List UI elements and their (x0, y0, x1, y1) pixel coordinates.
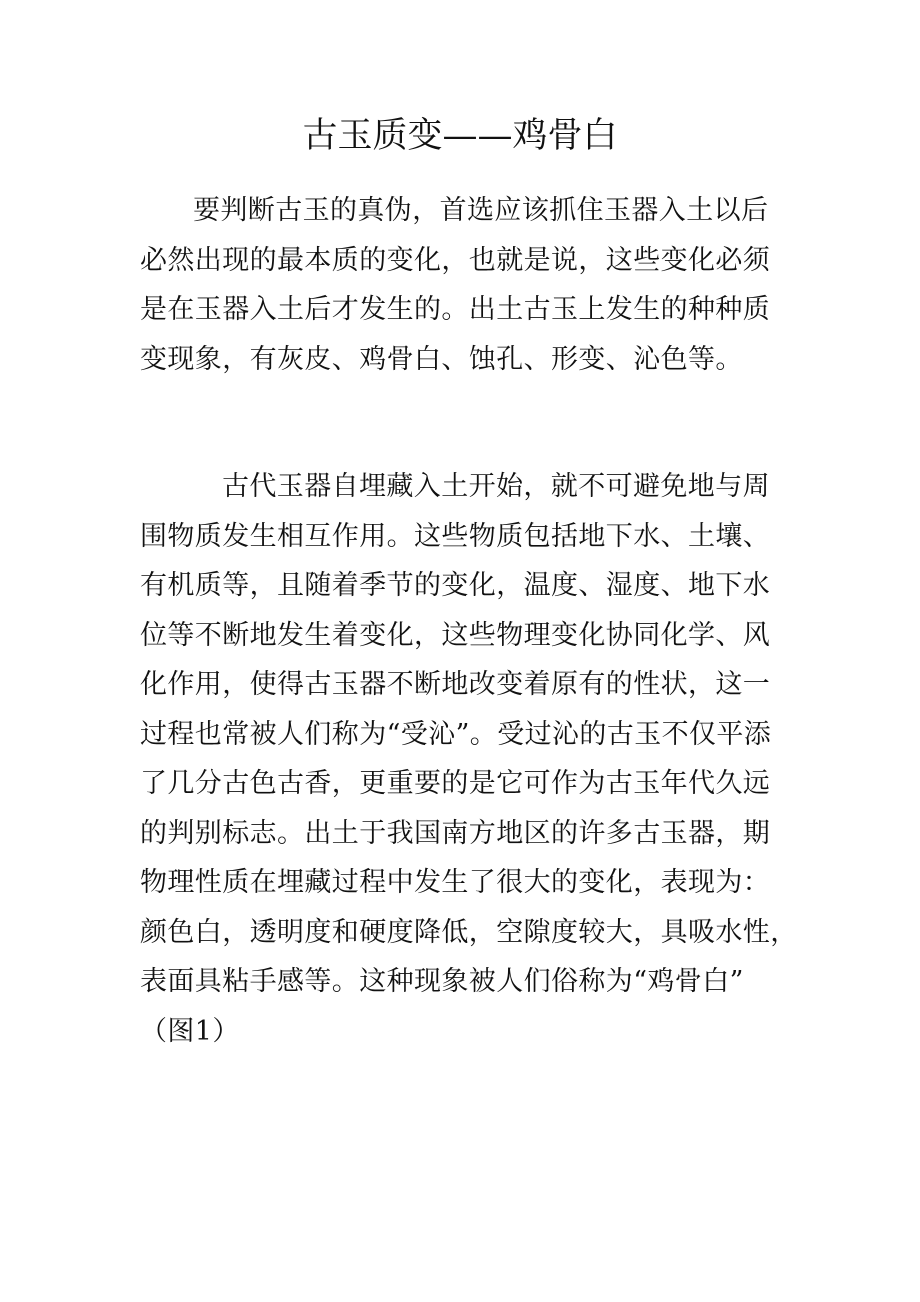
paragraph-line: 围物质发生相互作用。这些物质包括地下水、土壤、 (140, 520, 771, 552)
paragraph-line: 颜色白，透明度和硬度降低，空隙度较大，具吸水性， (140, 916, 798, 948)
paragraph-line: 要判断古玉的真伪，首选应该抓住玉器入土以后 (193, 195, 769, 226)
paragraph-line: 必然出现的最本质的变化，也就是说，这些变化必须 (140, 244, 771, 276)
paragraph-line: 有机质等，且随着季节的变化，温度、湿度、地下水 (140, 570, 771, 601)
paragraph-line: 物理性质在埋藏过程中发生了很大的变化，表现为： (140, 867, 771, 898)
paragraph-line: 表面具粘手感等。这种现象被人们俗称为“鸡骨白” (140, 966, 744, 997)
paragraph-line: 位等不断地发生着变化，这些物理变化协同化学、风 (140, 619, 771, 651)
paragraph-line: 的判别标志。出土于我国南方地区的许多古玉器，期 (140, 817, 771, 849)
paragraph-line: （图1） (140, 1015, 240, 1047)
paragraph-line: 是在玉器入土后才发生的。出土古玉上发生的种种质 (140, 294, 771, 325)
paragraph-line: 古代玉器自埋藏入土开始，就不可避免地与周 (222, 471, 770, 502)
paragraph-main (140, 462, 798, 1056)
paragraph-line: 化作用，使得古玉器不断地改变着原有的性状，这一 (140, 669, 771, 700)
paragraph-intro (140, 186, 784, 384)
paragraph-line: 变现象，有灰皮、鸡骨白、蚀孔、形变、沁色等。 (140, 343, 743, 375)
paragraph-line: 了几分古色古香，更重要的是它可作为古玉年代久远 (140, 768, 771, 799)
paragraph-line: 过程也常被人们称为“受沁”。受过沁的古玉不仅平添 (140, 718, 772, 750)
document-title: 古玉质变——鸡骨白 (302, 116, 618, 156)
